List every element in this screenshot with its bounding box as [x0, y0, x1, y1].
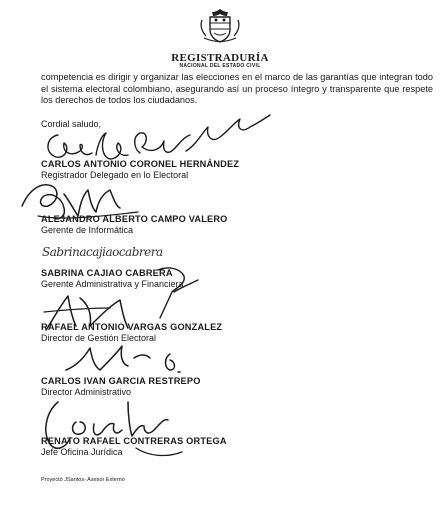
signatory-role: Director Administrativo: [41, 387, 132, 397]
signatory-role: Jefe Oficina Jurídica: [41, 447, 123, 457]
signatory-name: SABRINA CAJIAO CABRERA: [41, 268, 173, 278]
drafted-by-note: Proyectó JSantos- Asesor Externo: [41, 477, 125, 483]
coat-of-arms-icon: [196, 8, 244, 44]
signatory-role: Gerente de Informática: [41, 225, 134, 235]
signatory-name: RENATO RAFAEL CONTRERAS ORTEGA: [41, 436, 227, 446]
signatory-name: RAFAEL ANTONIO VARGAS GONZALEZ: [41, 322, 223, 332]
organization-name: REGISTRADURÍA: [171, 52, 269, 64]
body-paragraph: competencia es dirigir y organizar las elecciones en el marco de las garantías que integran todo el sistema electoral colombiano, asegurando así un proceso íntegro y transparente que respete los derechos de todos los ciudadanos.: [41, 72, 433, 105]
signatory-role: Gerente Administrativa y Financiera: [41, 279, 184, 289]
organization-subtitle: NACIONAL DEL ESTADO CIVIL: [179, 63, 261, 69]
handwritten-signature-sabrina: Sabrinacajiaocabrera: [42, 245, 163, 259]
signatory-name: ALEJANDRO ALBERTO CAMPO VALERO: [41, 214, 228, 224]
signatory-name: CARLOS IVAN GARCIA RESTREPO: [41, 376, 201, 386]
signatory-role: Director de Gestión Electoral: [41, 333, 157, 343]
signatory-role: Registrador Delegado en lo Electoral: [41, 170, 189, 180]
signature-carlos-garcia: [60, 340, 200, 380]
signatory-name: CARLOS ANTONIO CORONEL HERNÁNDEZ: [41, 159, 240, 169]
greeting: Cordial saludo,: [41, 119, 102, 129]
